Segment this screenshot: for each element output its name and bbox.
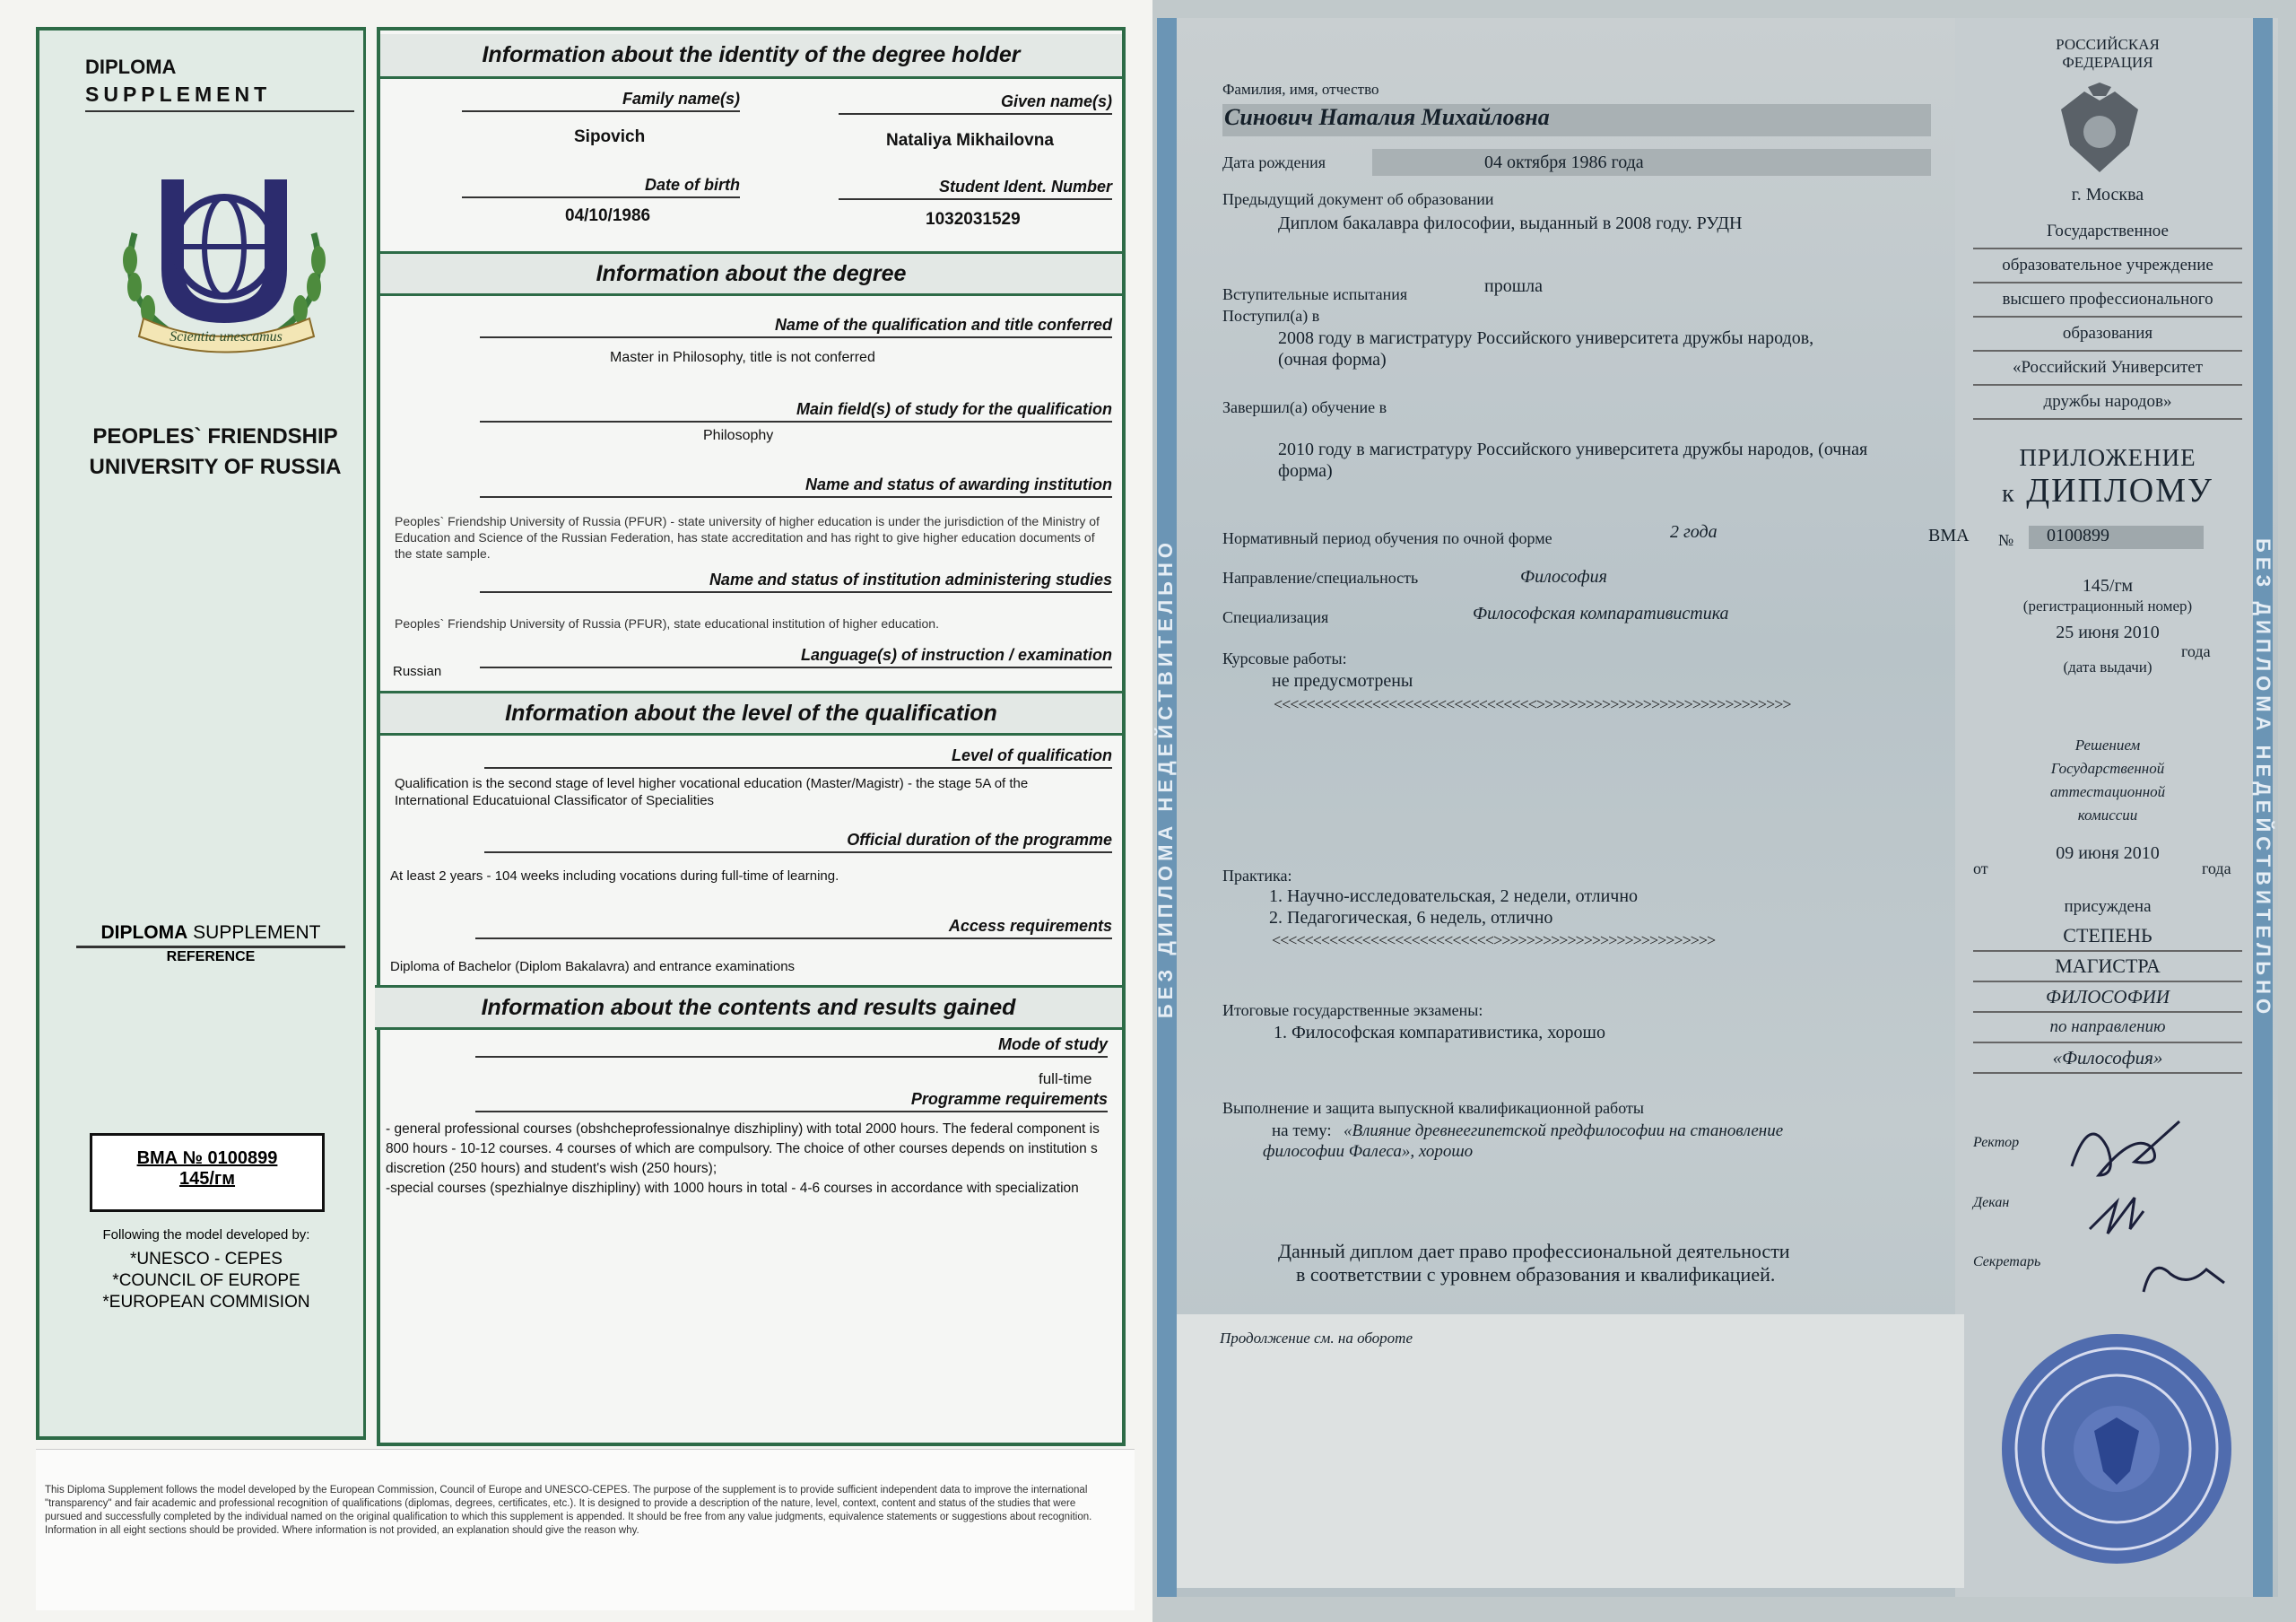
ref-supplement: SUPPLEMENT bbox=[193, 922, 321, 943]
award-direction: по направлению bbox=[1973, 1013, 2242, 1043]
fio-label: Фамилия, имя, отчество bbox=[1222, 81, 1379, 98]
appendix-title-2 bbox=[1973, 471, 2242, 510]
supplement-sections bbox=[377, 27, 1126, 1446]
administering-value: Peoples` Friendship University of Russia (PFUR), state educational institution of higher education. bbox=[395, 616, 939, 631]
final-exam-1: 1. Философская компаративистика, хорошо bbox=[1274, 1023, 1605, 1042]
box-number: ВМА № 0100899 bbox=[136, 1148, 278, 1168]
dob-label-ru: Дата рождения bbox=[1222, 153, 1326, 171]
right-vertical-text: БЕЗ ДИПЛОМА НЕДЕЙСТВИТЕЛЬНО bbox=[2252, 538, 2274, 1019]
exam-value: прошла bbox=[1484, 276, 1543, 296]
language-value: Russian bbox=[393, 664, 442, 679]
given-value: Nataliya Mikhailovna bbox=[886, 131, 1054, 150]
section-degree-title: Information about the degree bbox=[380, 251, 1122, 296]
direction-label: Направление/специальность bbox=[1222, 569, 1419, 587]
inst-line2: образовательное учреждение bbox=[1973, 249, 2242, 283]
appendix-title-1: ПРИЛОЖЕНИЕ bbox=[2019, 444, 2196, 471]
family-value: Sipovich bbox=[574, 127, 646, 146]
inst-line4: образования bbox=[1973, 318, 2242, 352]
dec-line2: Государственной bbox=[2050, 760, 2165, 777]
appendix-diplomu: ДИПЛОМУ bbox=[2026, 472, 2213, 510]
number-label: № bbox=[1998, 531, 2014, 549]
city: г. Москва bbox=[2071, 185, 2144, 205]
finish-value: 2010 году в магистратуру Российского университета дружбы народов, (очная bbox=[1278, 440, 1868, 459]
ref-diploma: DIPLOMA bbox=[100, 922, 188, 943]
prev-doc-label: Предыдущий документ об образовании bbox=[1222, 190, 1494, 208]
period-label: Нормативный период обучения по очной форме bbox=[1222, 529, 1552, 547]
qualification-value: Master in Philosophy, title is not conferred bbox=[610, 350, 875, 365]
practice-label: Практика: bbox=[1222, 867, 1292, 885]
inst-line1: Государственное bbox=[1973, 215, 2242, 249]
award-line1: присуждена bbox=[2064, 897, 2152, 916]
field-label: Main field(s) of study for the qualification bbox=[480, 400, 1112, 423]
rector-label: Ректор bbox=[1973, 1135, 2020, 1150]
decision-text bbox=[1973, 734, 2242, 827]
diploma-number-box bbox=[90, 1133, 325, 1212]
practice-1: 1. Научно-исследовательская, 2 недели, отлично bbox=[1269, 886, 1639, 906]
appendix-k: к bbox=[2002, 480, 2016, 508]
field-value: Philosophy bbox=[703, 428, 774, 443]
mode-label: Mode of study bbox=[475, 1035, 1108, 1058]
coursework-value: не предусмотрены bbox=[1272, 671, 1413, 691]
award-degree: СТЕПЕНЬ bbox=[1973, 921, 2242, 952]
issue-date: 25 июня 2010 bbox=[2056, 623, 2160, 642]
university-name-line2: UNIVERSITY OF RUSSIA bbox=[89, 455, 342, 479]
direction-value: Философия bbox=[1520, 567, 1607, 587]
dob-value: 04/10/1986 bbox=[565, 206, 651, 225]
mode-value: full-time bbox=[1039, 1070, 1092, 1087]
access-label: Access requirements bbox=[475, 917, 1112, 939]
fio-value: Синович Наталия Михайловна bbox=[1224, 104, 1550, 130]
footer-note: This Diploma Supplement follows the model developed by the European Commission, Council of Europe and UNESCO-CEPES. The purpose of the supplement is to provide sufficient independent data to improve the international "transparency" and fair academic and professional recognition of qualifications (diplomas, degrees, certificates, etc.). It is designed to provide a description of the nature, level, context, content and status of the studies that were pursued and successfully completed by the individual named on the original qualification to which this supplement is appended. It should be free from any value judgments, equivalence statements or suggestions about recognition. Information in all eight sections should be provided. Where information is not provided, an explanation should give the reason why. bbox=[45, 1485, 1092, 1536]
period-value: 2 года bbox=[1670, 522, 1718, 542]
requirements-value: - general professional courses (obshcheprofessionalnye diszhipliny) with total 2000 hours. The federal component is 800 hours - 10-12 courses. 4 courses of which are compulsory. The choice of other courses depends on institution s discretion (250 hours) and student's wish (250 hours); -special courses (spezhialnye diszhipliny) with 1000 hours in total - 4-6 courses in accordance with specialization bbox=[386, 1121, 1100, 1196]
specialization-label: Специализация bbox=[1222, 608, 1329, 626]
duration-value: At least 2 years - 104 weeks including vocations during full-time of learning. bbox=[390, 868, 839, 884]
series: ВМА bbox=[1928, 526, 1970, 545]
qualification-label: Name of the qualification and title conferred bbox=[480, 316, 1112, 338]
section-level-title: Information about the level of the qualification bbox=[380, 691, 1122, 736]
reg-label: (регистрационный номер) bbox=[2022, 597, 2193, 615]
supplement-reference bbox=[76, 922, 345, 948]
supplement-title: SUPPLEMENT bbox=[85, 83, 354, 112]
university-name bbox=[54, 422, 377, 483]
student-id-value: 1032031529 bbox=[926, 210, 1021, 229]
exam-label: Вступительные испытания bbox=[1222, 285, 1408, 303]
dean-label: Декан bbox=[1973, 1195, 2010, 1210]
section-contents-title: Information about the contents and results gained bbox=[375, 985, 1122, 1030]
reg-number: 145/гм bbox=[2082, 576, 2134, 596]
box-reg: 145/гм bbox=[178, 1169, 236, 1189]
given-label: Given name(s) bbox=[839, 92, 1112, 115]
signatures bbox=[2054, 1094, 2251, 1310]
decision-date: 09 июня 2010 bbox=[2056, 843, 2160, 863]
inst-line3: высшего профессионального bbox=[1973, 283, 2242, 318]
finish-value-2: форма) bbox=[1278, 461, 1333, 481]
dob-label: Date of birth bbox=[462, 176, 740, 198]
prev-doc-value: Диплом бакалавра философии, выданный в 2008 году. РУДН bbox=[1278, 214, 1743, 233]
enter-label: Поступил(а) в bbox=[1222, 307, 1320, 325]
dec-line3: аттестационной bbox=[2049, 783, 2166, 800]
inst-line6: дружбы народов» bbox=[1973, 386, 2242, 420]
level-label: Level of qualification bbox=[484, 746, 1112, 769]
dec-line1: Решением bbox=[2074, 737, 2141, 754]
rf-line1: РОССИЙСКАЯ bbox=[2056, 36, 2160, 53]
finish-label: Завершил(а) обучение в bbox=[1222, 398, 1387, 416]
following-model: Following the model developed by: bbox=[102, 1227, 310, 1243]
model-ec: *EUROPEAN COMMISION bbox=[102, 1293, 310, 1312]
thesis-title-2: философии Фалеса», хорошо bbox=[1263, 1142, 1474, 1161]
number-value: 0100899 bbox=[2047, 526, 2109, 545]
issue-goda: года bbox=[2181, 642, 2211, 660]
diploma-title: DIPLOMA bbox=[85, 56, 177, 78]
appendix-bottom-panel bbox=[1170, 1314, 1964, 1588]
dob-value-ru: 04 октября 1986 года bbox=[1484, 153, 1644, 172]
decision-goda: года bbox=[2202, 859, 2231, 877]
final-exams-label: Итоговые государственные экзамены: bbox=[1222, 1001, 1483, 1019]
institution-name bbox=[1973, 215, 2242, 420]
reference-label: REFERENCE bbox=[166, 949, 256, 964]
inst-line5: «Российский Университет bbox=[1973, 352, 2242, 386]
university-name-line1: PEOPLES` FRIENDSHIP bbox=[92, 424, 338, 449]
ot-label: от bbox=[1973, 859, 1988, 877]
university-logo bbox=[108, 170, 341, 368]
language-label: Language(s) of instruction / examination bbox=[480, 646, 1112, 668]
rf-line2: ФЕДЕРАЦИЯ bbox=[2062, 54, 2153, 71]
specialization-value: Философская компаративистика bbox=[1473, 604, 1729, 624]
duration-label: Official duration of the programme bbox=[484, 831, 1112, 853]
award-philosophy: ФИЛОСОФИИ bbox=[1973, 982, 2242, 1013]
enter-value-2: (очная форма) bbox=[1278, 350, 1387, 370]
model-council: *COUNCIL OF EUROPE bbox=[112, 1271, 300, 1290]
award-field: «Философия» bbox=[1973, 1043, 2242, 1074]
model-list bbox=[54, 1249, 359, 1313]
family-label: Family name(s) bbox=[462, 90, 740, 112]
requirements-label: Programme requirements bbox=[475, 1090, 1108, 1112]
awarding-value: Peoples` Friendship University of Russia (PFUR) - state university of higher education is under the jurisdiction of the Ministry of Education and Science of the Russian Federation, has state accreditation and has right to give higher education documents of the state sample. bbox=[395, 514, 1100, 561]
dob-band bbox=[1372, 149, 1931, 176]
thesis-pre: на тему: bbox=[1272, 1121, 1332, 1140]
coursework-label: Курсовые работы: bbox=[1222, 650, 1347, 667]
awarding-label: Name and status of awarding institution bbox=[480, 475, 1112, 498]
thesis-label: Выполнение и защита выпускной квалификационной работы bbox=[1222, 1099, 1644, 1117]
enter-value: 2008 году в магистратуру Российского университета дружбы народов, bbox=[1278, 328, 1814, 348]
coat-of-arms-icon bbox=[2052, 83, 2147, 181]
filler-line-2: <<<<<<<<<<<<<<<<<<<<<<<<<<<>>>>>>>>>>>>>>>>>>>>>>>>>>> bbox=[1272, 931, 1716, 949]
secretary-label: Секретарь bbox=[1973, 1254, 2041, 1269]
student-id-label: Student Ident. Number bbox=[839, 178, 1112, 200]
filler-line-1: <<<<<<<<<<<<<<<<<<<<<<<<<<<<<<<<>>>>>>>>>>>>>>>>>>>>>>>>>>>>>>> bbox=[1274, 695, 1791, 713]
practice-2: 2. Педагогическая, 6 недель, отлично bbox=[1269, 908, 1553, 928]
continued-note: Продолжение см. на обороте bbox=[1220, 1330, 1413, 1347]
logo-motto: Scientia unescamus bbox=[170, 329, 283, 344]
official-seal-icon bbox=[1996, 1328, 2238, 1570]
rights-text-1: Данный диплом дает право профессиональной деятельности bbox=[1278, 1240, 1790, 1262]
rights-text-2: в соответствии с уровнем образования и квалификацией. bbox=[1296, 1263, 1776, 1286]
access-value: Diploma of Bachelor (Diplom Bakalavra) and entrance examinations bbox=[390, 959, 796, 974]
thesis-title-1: «Влияние древнеегипетской предфилософии на становление bbox=[1344, 1121, 1784, 1140]
award-text bbox=[1973, 893, 2242, 1074]
section-identity-title: Information about the identity of the degree holder bbox=[380, 34, 1122, 79]
issue-label: (дата выдачи) bbox=[2063, 658, 2152, 676]
model-unesco: *UNESCO - CEPES bbox=[130, 1250, 283, 1269]
rf-title bbox=[1973, 36, 2242, 72]
left-vertical-text: БЕЗ ДИПЛОМА НЕДЕЙСТВИТЕЛЬНО bbox=[1154, 538, 1177, 1019]
level-value: Qualification is the second stage of level higher vocational education (Master/Magistr) - the stage 5A of the International Educatuional Classificator of Specialities bbox=[395, 776, 1029, 808]
administering-label: Name and status of institution administering studies bbox=[480, 571, 1112, 593]
dec-line4: комиссии bbox=[2077, 807, 2138, 824]
award-master: МАГИСТРА bbox=[1973, 952, 2242, 982]
